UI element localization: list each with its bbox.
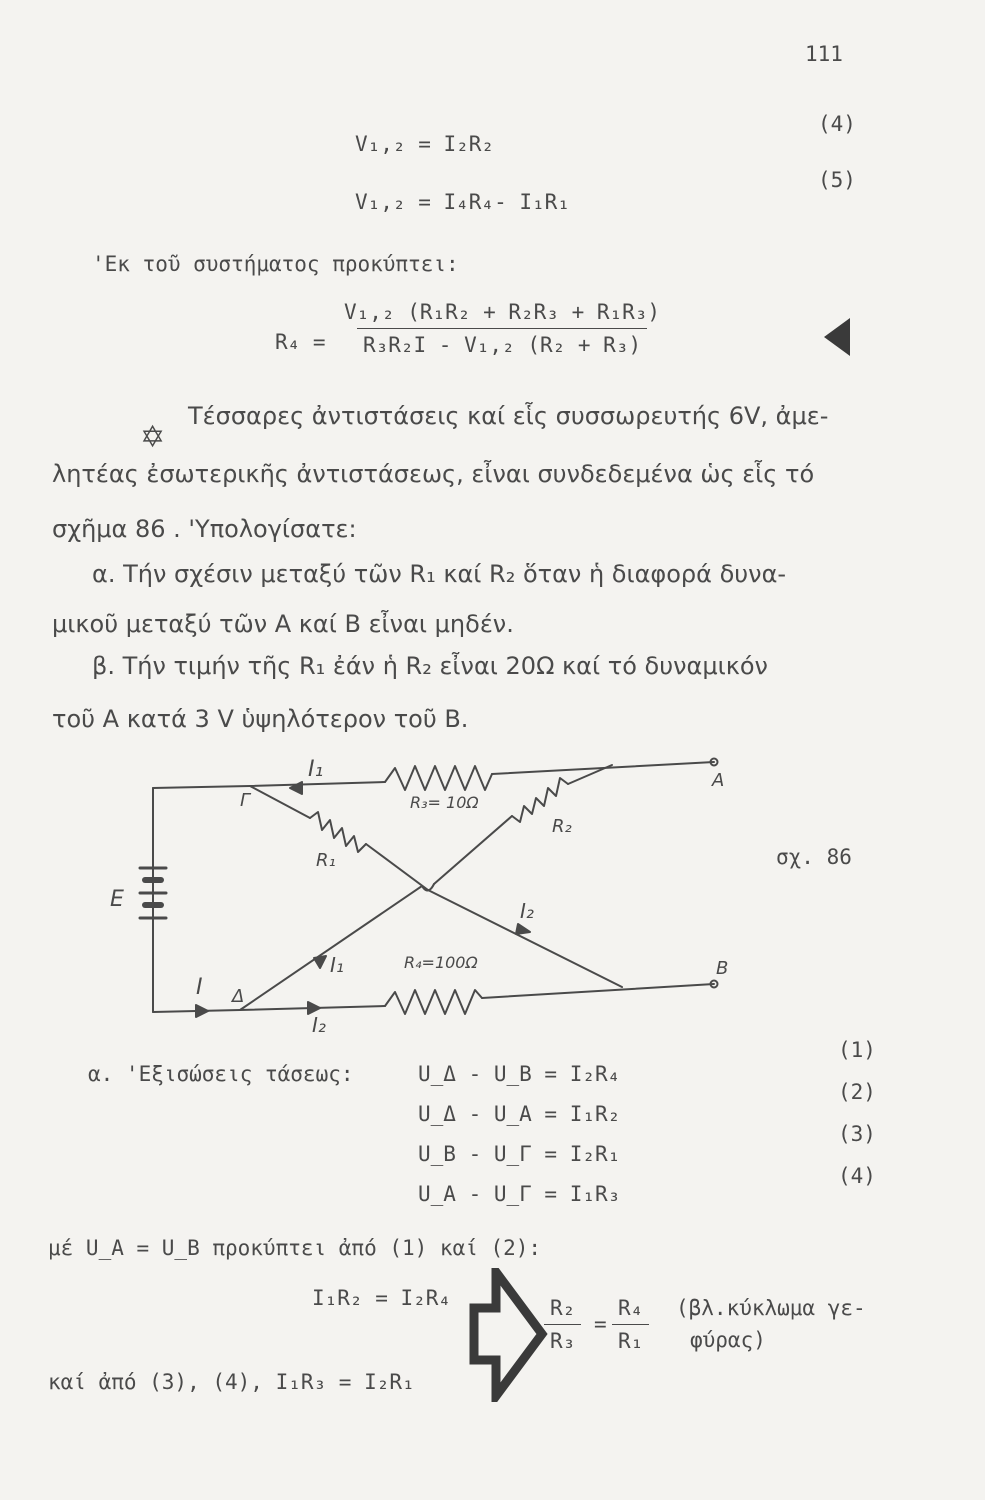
label-b: B [716,958,729,979]
problem-line-7: τοῦ A κατά 3 V ὑψηλότερον τοῦ B. [52,705,469,733]
label-i1-bottom: I₁ [330,953,344,977]
top-wire [153,782,385,788]
label-i1-top: I₁ [308,757,324,782]
label-r2: R₂ [552,816,572,837]
label-e: E [110,887,124,912]
solution-eq-tag: (3) [838,1122,876,1146]
label-i2-right: I₂ [520,899,534,923]
resistor-r3 [385,766,492,790]
solution-eq-1: U_Δ - U_B = I₂R₄ [418,1062,621,1086]
resistor-r4 [385,990,482,1014]
ratio-left-den: R₃ [544,1324,581,1353]
label-delta: Δ [232,986,245,1007]
problem-line-1: Τέσσαρες ἀντιστάσεις καί εἷς συσσωρευτής 6V, ἀμε- [188,402,829,430]
equation-tag: (5) [818,168,856,192]
problem-line-4: α. Τήν σχέσιν μεταξύ τῶν R₁ καί R₂ ὅταν ἡ διαφορά δυνα- [92,560,787,588]
solution-eq-3: U_B - U_Γ = I₂R₁ [418,1142,621,1166]
label-i: I [196,975,203,1000]
problem-line-3: σχῆμα 86 . 'Υπολογίσατε: [52,515,357,543]
problem-line-2: λητέας ἐσωτερικῆς ἀντιστάσεως, εἶναι συνδεδεμένα ὡς εἷς τό [52,460,815,488]
implies-arrow-icon [468,1268,548,1402]
ratio-right-den: R₁ [612,1324,649,1353]
solution-eq-2: U_Δ - U_A = I₁R₂ [418,1102,621,1126]
wire-r1-cross [366,844,428,890]
with-line: μέ U_A = U_B προκύπτει ἀπό (1) καί (2): [48,1236,542,1260]
r4-denominator: R₃R₂I - V₁,₂ (R₂ + R₃) [357,328,647,357]
ratio-left [544,1296,581,1353]
solution-intro: α. 'Εξισώσεις τάσεως: [88,1062,354,1086]
r4-numerator: V₁,₂ (R₁R₂ + R₂R₃ + R₁R₃) [344,300,661,324]
figure-caption: σχ. 86 [776,845,852,869]
system-intro: 'Eκ τοῦ συστήματος προκύπτει: [92,252,459,276]
ratio-equals: = [594,1312,607,1336]
solution-eq-tag: (1) [838,1038,876,1062]
equation-v12-a: V₁,₂ = I₂R₂ [355,132,495,156]
result-1: I₁R₂ = I₂R₄ [312,1286,452,1310]
equation-tag: (4) [818,112,856,136]
bottom-wire [153,1006,385,1012]
solution-eq-tag: (2) [838,1080,876,1104]
solution-eq-tag: (4) [838,1164,876,1188]
note-line-2: φύρας) [690,1328,766,1352]
label-r3: R₃= 10Ω [410,793,479,812]
problem-line-5: μικοῦ μεταξύ τῶν A καί B εἶναι μηδέν. [52,610,514,638]
label-r1: R₁ [316,850,336,871]
ratio-right-num: R₄ [618,1296,644,1320]
wire-cross-hop [422,884,434,891]
ratio-right [612,1296,649,1353]
star-icon: ✡ [140,420,166,455]
problem-line-6: β. Τήν τιμήν τῆς R₁ ἐάν ἡ R₂ εἶναι 20Ω καί τό δυναμικόν [92,652,768,680]
and-line: καί ἀπό (3), (4), I₁R₃ = I₂R₁ [48,1370,415,1394]
r4-lhs: R₄ = [275,330,326,354]
note-line-1: (βλ.κύκλωμα γε- [676,1296,866,1320]
label-r4: R₄=100Ω [404,953,478,972]
equation-v12-b: V₁,₂ = I₄R₄- I₁R₁ [355,190,570,214]
wire-r2-cross [434,816,512,884]
label-a: A [712,770,725,791]
label-i2-bottom: I₂ [312,1013,326,1037]
bottom-wire-right [482,984,714,998]
ratio-left-num: R₂ [550,1296,576,1320]
solution-eq-4: U_A - U_Γ = I₁R₃ [418,1182,621,1206]
page-number: 111 [805,42,843,66]
label-gamma: Γ [240,790,251,811]
resistor-r1 [310,812,366,852]
